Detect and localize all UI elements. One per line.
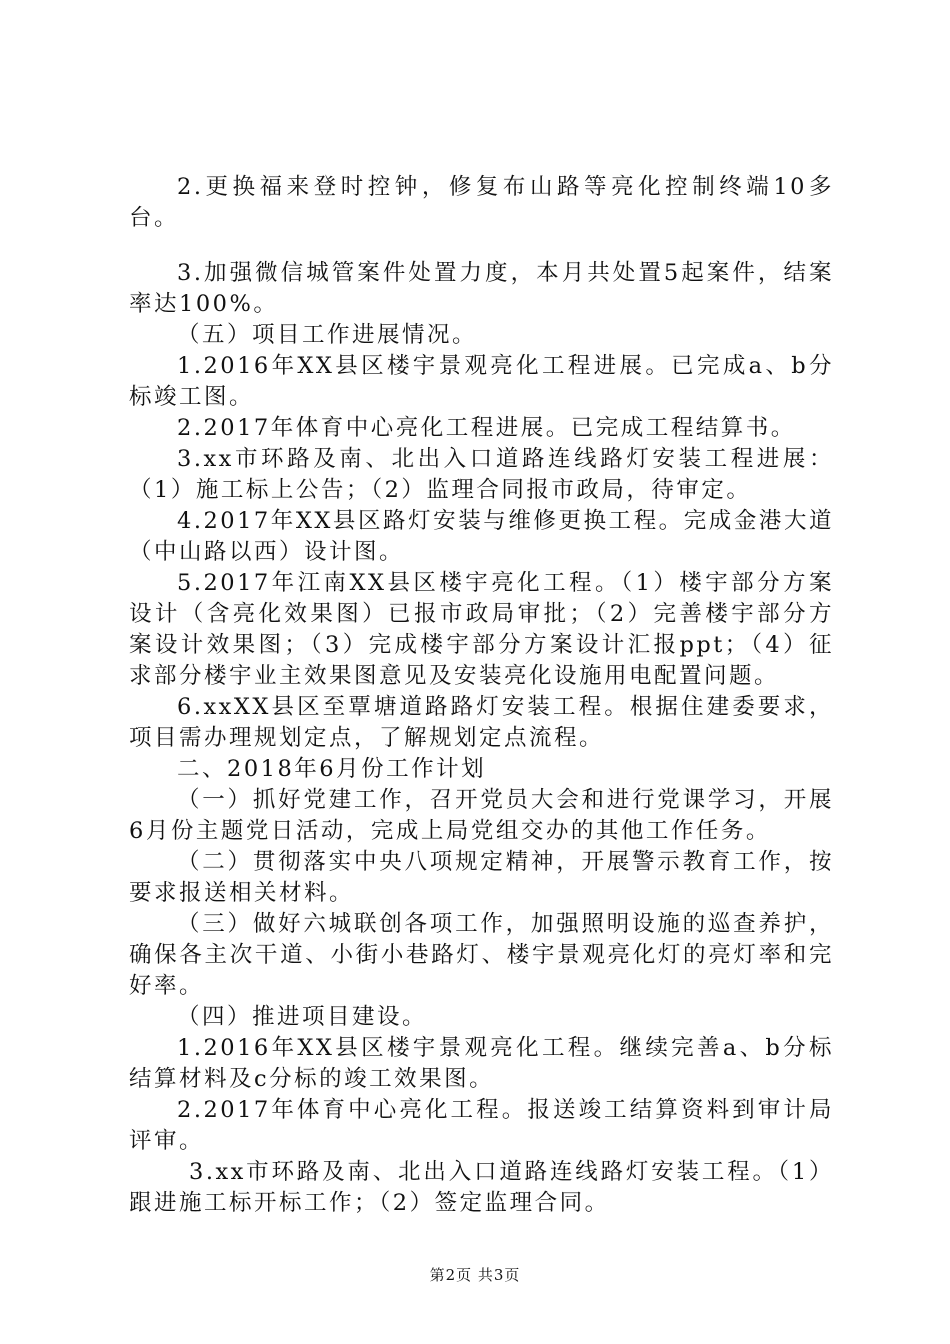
paragraph-17: 3.xx市环路及南、北出入口道路连线路灯安装工程。（1）跟进施工标开标工作；（2）签定监理合同。: [129, 1159, 834, 1216]
paragraph-5: 2.2017年体育中心亮化工程进展。已完成工程结算书。: [177, 415, 796, 441]
paragraph-3: （五）项目工作进展情况。: [177, 322, 478, 348]
paragraph-4: 1.2016年XX县区楼宇景观亮化工程进展。已完成a、b分标竣工图。: [129, 353, 834, 410]
paragraph-14: （四）推进项目建设。: [177, 1004, 428, 1030]
paragraph-1: 2.更换福来登时控钟，修复布山路等亮化控制终端10多台。: [129, 174, 834, 231]
paragraph-9: 6.xxXX县区至覃塘道路路灯安装工程。根据住建委要求，项目需办理规划定点，了解规划定点流程。: [129, 694, 834, 751]
section-heading: 二、2018年6月份工作计划: [177, 756, 487, 782]
paragraph-2: 3.加强微信城管案件处置力度，本月共处置5起案件，结案率达100%。: [129, 260, 834, 317]
paragraph-12: （二）贯彻落实中央八项规定精神，开展警示教育工作，按要求报送相关材料。: [129, 849, 834, 906]
paragraph-13: （三）做好六城联创各项工作，加强照明设施的巡查养护，确保各主次干道、小街小巷路灯、楼宇景观亮化灯的亮灯率和完好率。: [129, 911, 834, 999]
paragraph-15: 1.2016年XX县区楼宇景观亮化工程。继续完善a、b分标结算材料及c分标的竣工效果图。: [129, 1035, 834, 1092]
paragraph-8: 5.2017年江南XX县区楼宇亮化工程。（1）楼宇部分方案设计（含亮化效果图）已报市政局审批；（2）完善楼宇部分方案设计效果图；（3）完成楼宇部分方案设计汇报ppt；（4）征求部分楼宇业主效果图意见及安装亮化设施用电配置问题。: [129, 570, 834, 689]
page-number-footer: 第2页 共3页: [429, 1266, 521, 1284]
paragraph-6: 3.xx市环路及南、北出入口道路连线路灯安装工程进展：（1）施工标上公告；（2）监理合同报市政局，待审定。: [129, 446, 834, 503]
document-body: [129, 172, 834, 1219]
paragraph-11: （一）抓好党建工作，召开党员大会和进行党课学习，开展6月份主题党日活动，完成上局党组交办的其他工作任务。: [129, 787, 834, 844]
paragraph-7: 4.2017年XX县区路灯安装与维修更换工程。完成金港大道（中山路以西）设计图。: [129, 508, 834, 565]
paragraph-16: 2.2017年体育中心亮化工程。报送竣工结算资料到审计局评审。: [129, 1097, 834, 1154]
